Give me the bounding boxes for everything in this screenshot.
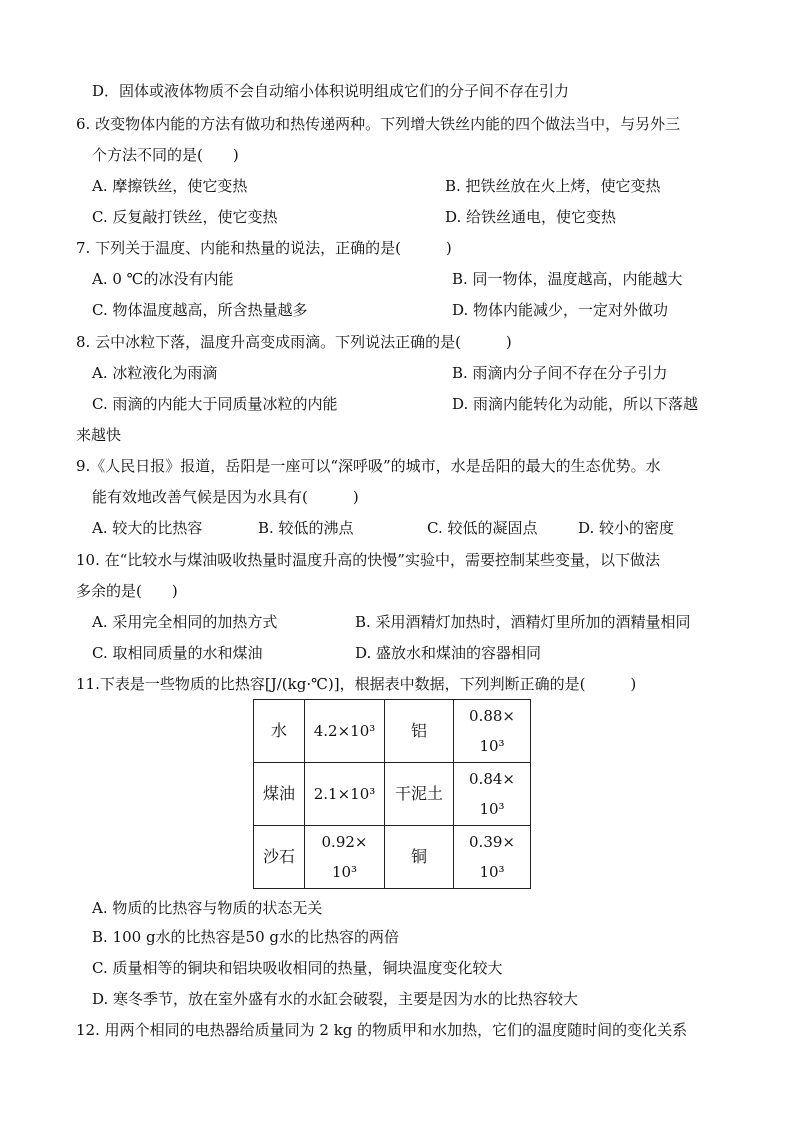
q9-option-b: B. 较低的沸点 (258, 519, 354, 537)
q10-option-c: C. 取相同质量的水和煤油 (92, 644, 263, 662)
value-line: 0.39× (469, 833, 515, 851)
q6-option-c: C. 反复敲打铁丝，使它变热 (92, 208, 278, 226)
table-cell-substance: 铜 (385, 826, 454, 889)
value-line: 0.88× (469, 707, 515, 725)
table-cell-substance: 水 (254, 700, 305, 763)
value-line: 10³ (331, 863, 358, 881)
value-line: 2.1×10³ (313, 785, 376, 803)
table-cell-substance: 铝 (385, 700, 454, 763)
q6-stem-line2: 个方法不同的是( ) (92, 146, 239, 164)
value-line: 4.2×10³ (313, 722, 376, 740)
q12-stem: 12. 用两个相同的电热器给质量同为 2 kg 的物质甲和水加热，它们的温度随时间的变化关系 (76, 1021, 688, 1039)
q8-option-a: A. 冰粒液化为雨滴 (92, 364, 218, 382)
table-cell-substance: 干泥土 (385, 763, 454, 826)
q10-stem-line1: 10. 在“比较水与煤油吸收热量时温度升高的快慢”实验中，需要控制某些变量，以下做法 (76, 551, 660, 569)
q8-option-d: D. 雨滴内能转化为动能，所以下落越 (452, 395, 699, 413)
q8-option-b: B. 雨滴内分子间不存在分子引力 (452, 364, 668, 382)
q6-option-d: D. 给铁丝通电，使它变热 (445, 208, 617, 226)
value-line: 10³ (479, 800, 505, 818)
value-line: 0.84× (469, 770, 515, 788)
table-cell-value (305, 763, 385, 826)
q11-option-d: D. 寒冬季节，放在室外盛有水的水缸会破裂，主要是因为水的比热容较大 (92, 990, 579, 1008)
q10-option-d: D. 盛放水和煤油的容器相同 (355, 644, 542, 662)
q11-stem: 11.下表是一些物质的比热容[J/(kg·℃)]，根据表中数据，下列判断正确的是( ) (76, 675, 637, 693)
q10-option-b: B. 采用酒精灯加热时，酒精灯里所加的酒精量相同 (355, 613, 691, 631)
table-cell-substance: 煤油 (254, 763, 305, 826)
specific-heat-table (253, 699, 531, 889)
value-line: 0.92× (321, 833, 368, 851)
q10-stem-line2: 多余的是( ) (76, 582, 178, 600)
table-cell-value (454, 763, 531, 826)
q9-stem-line1: 9.《人民日报》报道，岳阳是一座可以“深呼吸”的城市，水是岳阳的最大的生态优势。水 (76, 457, 661, 475)
q6-option-b: B. 把铁丝放在火上烤，使它变热 (445, 177, 661, 195)
q11-option-b: B. 100 g水的比热容是50 g水的比热容的两倍 (92, 928, 400, 946)
q8-stem: 8. 云中冰粒下落，温度升高变成雨滴。下列说法正确的是( ) (76, 333, 512, 351)
table-cell-value (305, 700, 385, 763)
q9-option-a: A. 较大的比热容 (92, 519, 203, 537)
q11-option-a: A. 物质的比热容与物质的状态无关 (92, 899, 323, 917)
table-row (254, 826, 531, 889)
table-cell-substance: 沙石 (254, 826, 305, 889)
q6-stem-line1: 6. 改变物体内能的方法有做功和热传递两种。下列增大铁丝内能的四个做法当中，与另外三 (76, 115, 681, 133)
table-row (254, 763, 531, 826)
q9-option-d: D. 较小的密度 (578, 519, 675, 537)
q10-option-a: A. 采用完全相同的加热方式 (92, 613, 278, 631)
q7-option-d: D. 物体内能减少，一定对外做功 (452, 301, 669, 319)
q11-option-c: C. 质量相等的铜块和铝块吸收相同的热量，铜块温度变化较大 (92, 959, 503, 977)
q7-option-b: B. 同一物体，温度越高，内能越大 (452, 270, 683, 288)
q7-stem: 7. 下列关于温度、内能和热量的说法，正确的是( ) (76, 239, 452, 257)
value-line: 10³ (479, 737, 505, 755)
q6-option-a: A. 摩擦铁丝，使它变热 (92, 177, 248, 195)
q7-option-a: A. 0 ℃的冰没有内能 (92, 270, 234, 288)
table-cell-value (454, 700, 531, 763)
value-line: 10³ (479, 863, 505, 881)
q9-stem-line2: 能有效地改善气候是因为水具有( ) (92, 488, 359, 506)
q7-option-c: C. 物体温度越高，所含热量越多 (92, 301, 308, 319)
q9-option-c: C. 较低的凝固点 (427, 519, 538, 537)
q5-option-d: D．固体或液体物质不会自动缩小体积说明组成它们的分子间不存在引力 (92, 82, 570, 100)
table-cell-value (305, 826, 385, 889)
q8-option-c: C. 雨滴的内能大于同质量冰粒的内能 (92, 395, 338, 413)
table-cell-value (454, 826, 531, 889)
table-row (254, 700, 531, 763)
q8-option-d-continued: 来越快 (76, 426, 122, 444)
